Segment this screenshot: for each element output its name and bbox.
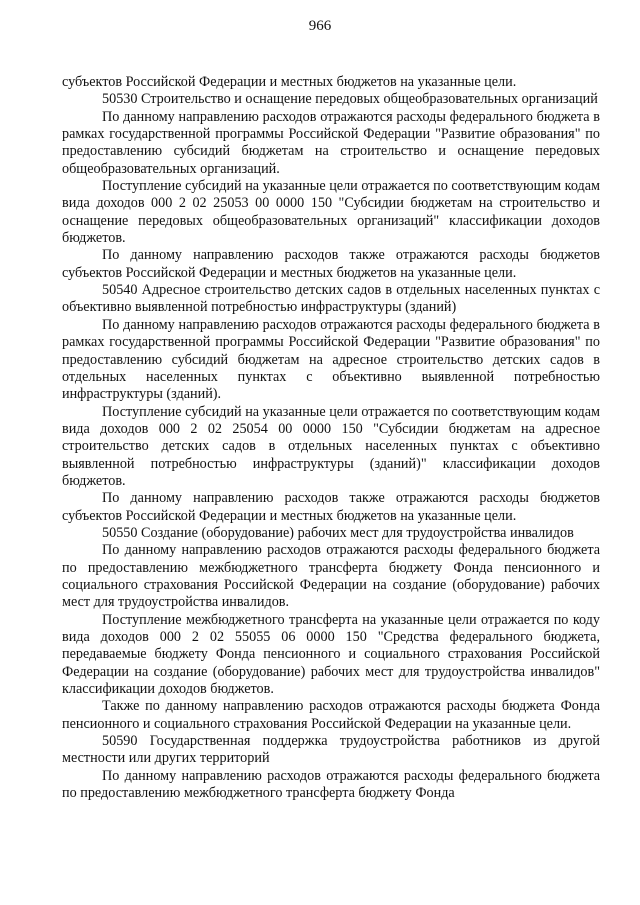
paragraph: 50540 Адресное строительство детских садов в отдельных населенных пунктах с объективно выявленной потребностью инфраструктуры (зданий) [62,282,600,316]
paragraph: 50590 Государственная поддержка трудоустройства работников из другой местности или других территорий [62,733,600,767]
paragraph: Поступление субсидий на указанные цели отражается по соответствующим кодам вида доходов 000 2 02 25054 00 0000 150 "Субсидии бюджетам на адресное строительство детских садов в отдельных населенных пунктах с объективно выявленной потребностью инфраструктуры (зданий)" классификации доходов бюджетов. [62,403,600,489]
paragraph: По данному направлению расходов отражаются расходы федерального бюджета по предоставлению межбюджетного трансферта бюджету Фонда пенсионного и социального страхования Российской Федерации на создание (оборудование) рабочих мест для трудоустройства инвалидов. [62,542,600,611]
paragraph: 50550 Создание (оборудование) рабочих мест для трудоустройства инвалидов [102,524,574,541]
paragraph: По данному направлению расходов отражаются расходы федерального бюджета по предоставлению межбюджетного трансферта бюджету Фонда [62,767,600,802]
paragraph: Также по данному направлению расходов отражаются расходы бюджета Фонда пенсионного и социального страхования Российской Федерации на указанные цели. [62,698,600,732]
paragraph: По данному направлению расходов также отражаются расходы бюджетов субъектов Российской Федерации и местных бюджетов на указанные цели. [62,247,600,281]
paragraph: 50530 Строительство и оснащение передовых общеобразовательных организаций [102,91,598,108]
page-number: 966 [308,18,332,34]
paragraph: По данному направлению расходов также отражаются расходы бюджетов субъектов Российской Федерации и местных бюджетов на указанные цели. [62,490,600,524]
paragraph: Поступление субсидий на указанные цели отражается по соответствующим кодам вида доходов 000 2 02 25053 00 0000 150 "Субсидии бюджетам на строительство и оснащение передовых общеобразовательных организаций" классификации доходов бюджетов. [62,178,600,247]
paragraph: субъектов Российской Федерации и местных бюджетов на указанные цели. [62,74,517,90]
paragraph: По данному направлению расходов отражаются расходы федерального бюджета в рамках государственной программы Российской Федерации "Развитие образования" по предоставлению субсидий бюджетам на адресное строительство детских садов в отдельных населенных пунктах с объективно выявленной потребностью инфраструктуры (зданий). [62,316,600,403]
paragraph: Поступление межбюджетного трансферта на указанные цели отражается по коду вида доходов 000 2 02 55055 06 0000 150 "Средства федерального бюджета, передаваемые бюджету Фонда пенсионного и социального страхования Российской Федерации на создание (оборудование) рабочих мест для трудоустройства инвалидов" классификации доходов бюджетов. [62,611,600,698]
paragraph: По данному направлению расходов отражаются расходы федерального бюджета в рамках государственной программы Российской Федерации "Развитие образования" по предоставлению субсидий бюджетам на строительство и оснащение передовых общеобразовательных организаций. [62,108,600,177]
document-body [62,74,600,802]
